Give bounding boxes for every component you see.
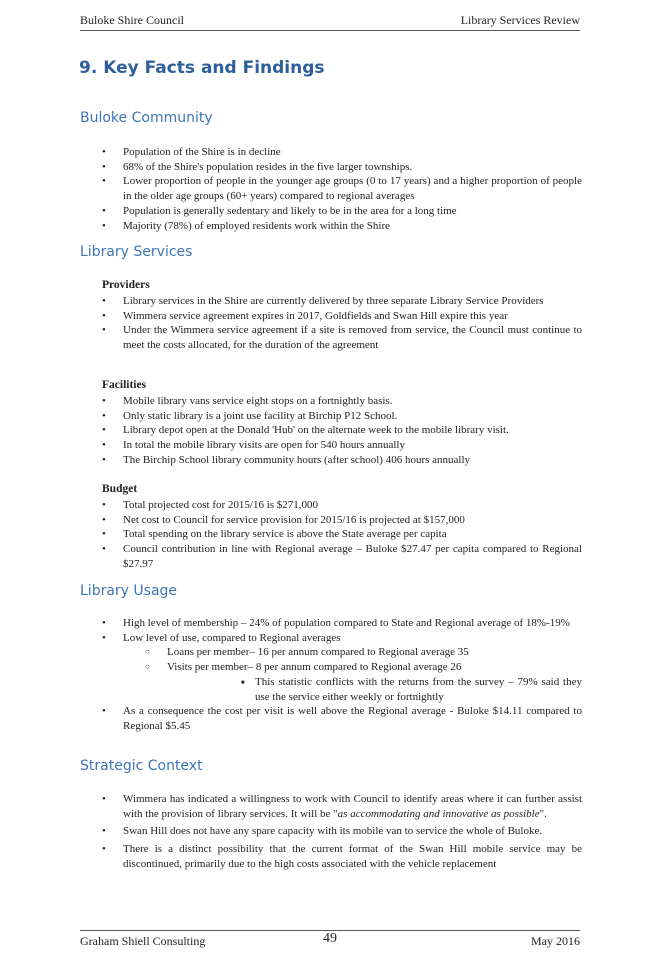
usage-sublist (123, 645, 582, 704)
list-item: • As a consequence the cost per visit is well above the Regional average - Buloke $14.11 compared to Regional $5.45 (102, 704, 582, 733)
footer-author: Graham Shiell Consulting (80, 934, 206, 948)
sublist-item-loans: ○ Loans per member– 16 per annum compared to Regional average 35 (123, 645, 582, 660)
list-item (102, 631, 582, 705)
page-header (80, 12, 580, 31)
subheading-budget: Budget (102, 483, 138, 495)
list-item: • Wimmera service agreement expires in 2017, Goldfields and Swan Hill expire this year (102, 309, 582, 324)
header-document-title: Library Services Review (460, 13, 580, 27)
footer-date: May 2016 (531, 934, 580, 948)
facilities-list (102, 394, 582, 468)
list-item (102, 792, 582, 821)
list-item: • Swan Hill does not have any spare capacity with its mobile van to service the whole of Buloke. (102, 824, 582, 839)
heading-strategic-context: Strategic Context (80, 758, 203, 774)
list-item: • Lower proportion of people in the younger age groups (0 to 17 years) and a higher proportion of people in the older age groups (60+ years) compared to regional averages (102, 174, 582, 203)
sublist-item-text: Visits per member– 8 per annum compared to Regional average 26 (167, 661, 462, 674)
heading-buloke-community: Buloke Community (80, 110, 213, 126)
list-item: • Only static library is a joint use facility at Birchip P12 School. (102, 409, 582, 424)
usage-list (102, 616, 582, 734)
section-title: 9. Key Facts and Findings (79, 58, 325, 78)
list-item: • Council contribution in line with Regional average – Buloke $27.47 per capita compared to Regional $27.97 (102, 542, 582, 571)
list-item-text: Wimmera has indicated a willingness to work with Council to identify areas where it can further assist with the provision of library services. It will be " (123, 793, 582, 820)
list-item: • Under the Wimmera service agreement if a site is removed from service, the Council must continue to meet the costs allocated, for the duration of the agreement (102, 323, 582, 352)
heading-library-services: Library Services (80, 244, 193, 260)
budget-list (102, 498, 582, 572)
list-item: • Library services in the Shire are currently delivered by three separate Library Service Providers (102, 294, 582, 309)
sublist-item-visits (123, 660, 582, 704)
quote: as accommodating and innovative as possible (337, 807, 540, 820)
subheading-facilities: Facilities (102, 379, 147, 391)
page-number: 49 (323, 931, 337, 946)
survey-note: ■ This statistic conflicts with the returns from the survey – 79% said they use the service either weekly or fortnightly (167, 675, 582, 704)
community-list (102, 145, 582, 233)
list-item: • Population of the Shire is in decline (102, 145, 582, 160)
usage-nested-list (167, 675, 582, 704)
providers-list (102, 294, 582, 353)
page-footer (80, 930, 580, 948)
list-item: • There is a distinct possibility that the current format of the Swan Hill mobile service may be discontinued, primarily due to the high costs associated with the vehicle replacement (102, 842, 582, 871)
list-item: • Net cost to Council for service provision for 2015/16 is projected at $157,000 (102, 513, 582, 528)
list-item: • High level of membership – 24% of population compared to State and Regional average of 18%-19% (102, 616, 582, 631)
list-item: • Library depot open at the Donald 'Hub' on the alternate week to the mobile library visit. (102, 423, 582, 438)
list-item: • Majority (78%) of employed residents work within the Shire (102, 219, 582, 234)
list-item-text: Low level of use, compared to Regional averages (123, 631, 341, 644)
heading-library-usage: Library Usage (80, 583, 178, 599)
list-item: • The Birchip School library community hours (after school) 406 hours annually (102, 453, 582, 468)
list-item: • 68% of the Shire's population resides in the five larger townships. (102, 160, 582, 175)
header-organisation: Buloke Shire Council (80, 13, 184, 27)
list-item: • Total spending on the library service is above the State average per capita (102, 527, 582, 542)
list-item: • In total the mobile library visits are open for 540 hours annually (102, 438, 582, 453)
list-item: • Total projected cost for 2015/16 is $271,000 (102, 498, 582, 513)
strategic-list (102, 792, 582, 875)
subheading-providers: Providers (102, 279, 150, 291)
list-item: • Population is generally sedentary and likely to be in the area for a long time (102, 204, 582, 219)
list-item: • Mobile library vans service eight stops on a fortnightly basis. (102, 394, 582, 409)
list-item-end: ". (539, 807, 547, 820)
